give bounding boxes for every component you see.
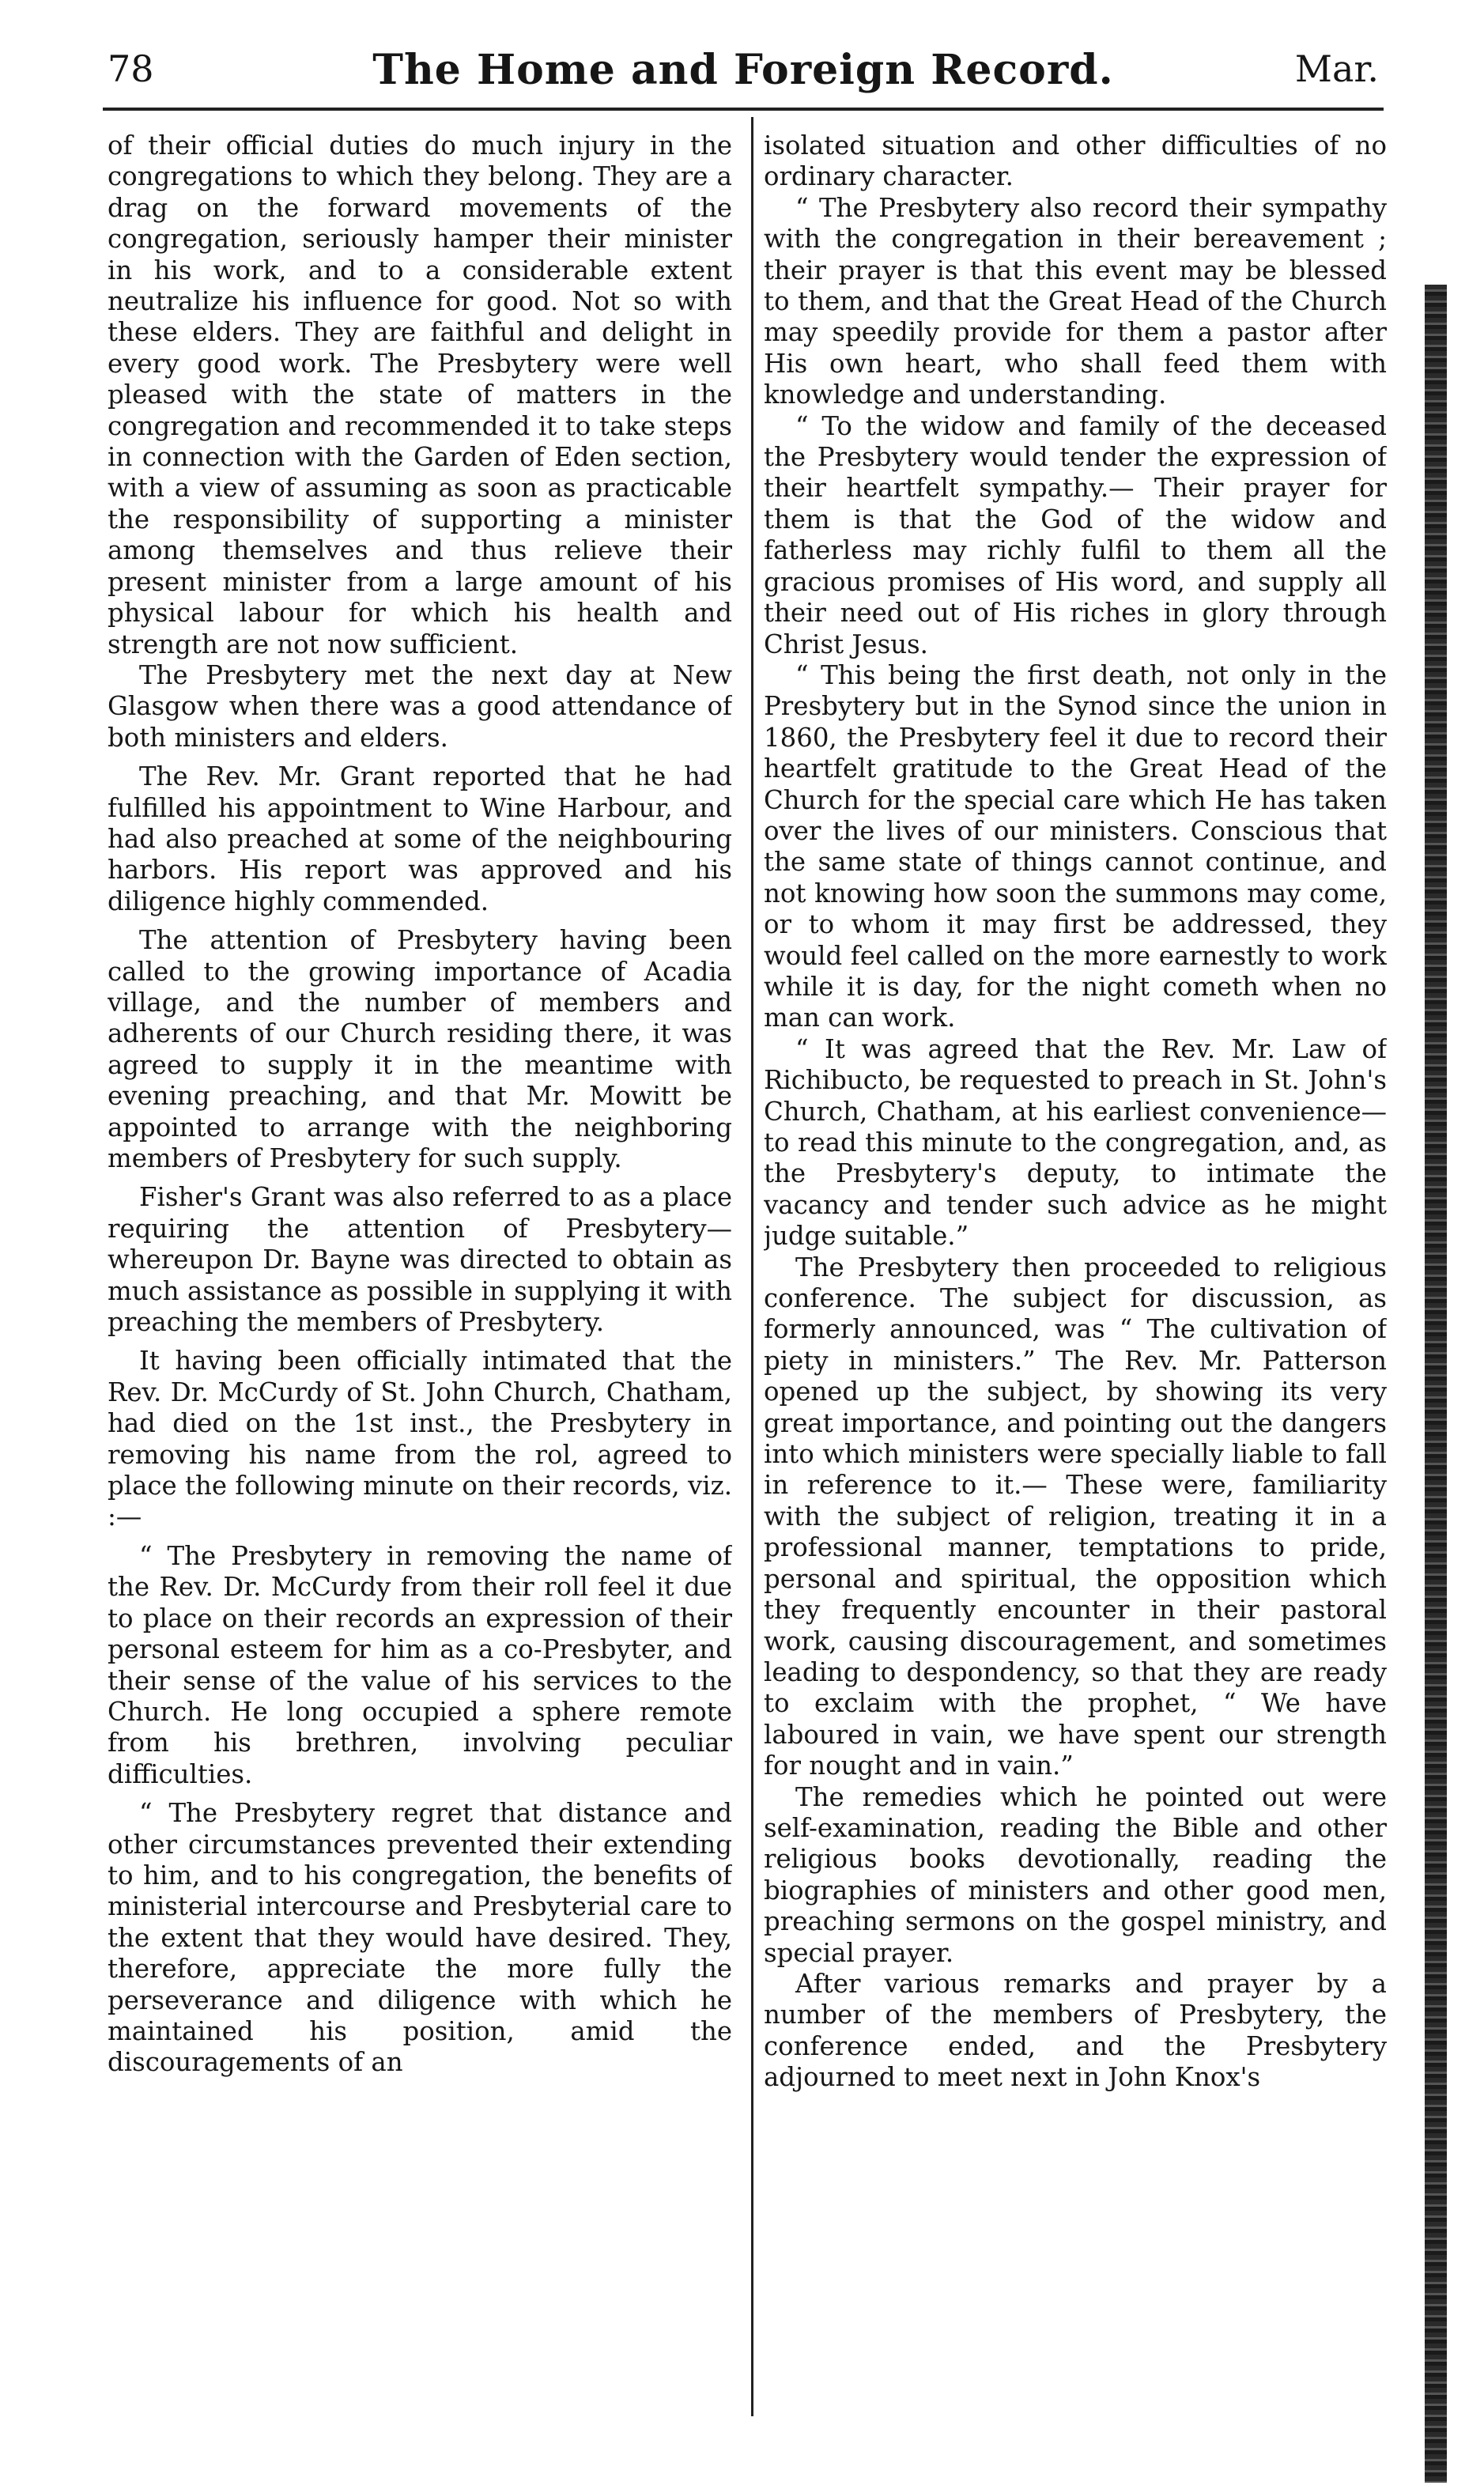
running-header	[103, 46, 1384, 101]
minute-quote: “ It was agreed that the Rev. Mr. Law of Richibucto, be requested to preach in St. John's Church, Chatham, at his earliest convenience—to read this minute to the congregation, and, as the Presbytery's deputy, to intimate the vacancy and tender such advice as he might judge suitable.”	[764, 1033, 1387, 1252]
header-rule	[103, 108, 1384, 111]
minute-quote: “ To the widow and family of the deceased the Presbytery would tender the expression of their heartfelt sympathy.— Their prayer for them is that the God of the widow and fatherless may richly fulfil to them all the gracious promises of His word, and supply all their need out of His riches in glory through Christ Jesus.	[764, 410, 1387, 659]
paragraph: The remedies which he pointed out were self-examination, reading the Bible and other religious books devotionally, reading the biographies of ministers and other good men, preaching sermons on the gospel ministry, and special prayer.	[764, 1781, 1387, 1968]
paragraph: The Rev. Mr. Grant reported that he had fulfilled his appointment to Wine Harbour, and had also preached at some of the neighbouring harbors. His report was approved and his diligence highly commended.	[108, 761, 732, 916]
minute-quote: “ The Presbytery also record their sympathy with the congregation in their bereavement ; their prayer is that this event may be blessed to them, and that the Great Head of the Church may speedily provide for them a pastor after His own heart, who shall feed them with knowledge and understanding.	[764, 192, 1387, 410]
journal-title: The Home and Foreign Record.	[372, 46, 1114, 94]
minute-quote: “ The Presbytery regret that distance and other circumstances prevented their extending to him, and to his congregation, the benefits of ministerial intercourse and Presbyterial care to the extent that they would have desired. They, therefore, appreciate the more fully the perseverance and diligence with which he maintained his position, amid the discouragements of an	[108, 1798, 732, 2078]
page-number: 78	[108, 47, 154, 90]
minute-quote: “ This being the first death, not only in the Presbytery but in the Synod since the union in 1860, the Presbytery feel it due to record their heartfelt gratitude to the Great Head of the Church for the special care which He has taken over the lives of our ministers. Conscious that the same state of things cannot continue, and not knowing how soon the summons may come, or to whom it may first be addressed, they would feel called on the more earnestly to work while it is day, for the night cometh when no man can work.	[764, 659, 1387, 1033]
minute-quote: “ The Presbytery in removing the name of the Rev. Dr. McCurdy from their roll feel it due to place on their records an expression of their personal esteem for him as a co-Presbyter, and their sense of the value of his services to the Church. He long occupied a sphere remote from his brethren, involving peculiar difficulties.	[108, 1540, 732, 1789]
paragraph: The Presbytery met the next day at New Glasgow when there was a good attendance of both ministers and elders.	[108, 659, 732, 753]
page-edge-shadow	[1425, 285, 1447, 2483]
left-column	[108, 130, 732, 2439]
paragraph: of their official duties do much injury in the congregations to which they belong. They are a drag on the forward movements of the congregation, seriously hamper their minister in his work, and to a considerable extent neutralize his influence for good. Not so with these elders. They are faithful and delight in every good work. The Presbytery were well pleased with the state of matters in the congregation and recommended it to take steps in connection with the Garden of Eden section, with a view of assuming as soon as practicable the responsibility of supporting a minister among themselves and thus relieve their present minister from a large amount of his physical labour for which his health and strength are not now sufficient.	[108, 130, 732, 659]
paragraph: After various remarks and prayer by a number of the members of Presbytery, the conference ended, and the Presbytery adjourned to meet next in John Knox's	[764, 1968, 1387, 2093]
paragraph: The attention of Presbytery having been called to the growing importance of Acadia village, and the number of members and adherents of our Church residing there, it was agreed to supply it in the meantime with evening preaching, and that Mr. Mowitt be appointed to arrange with the neighboring members of Presbytery for such supply.	[108, 925, 732, 1173]
column-divider	[751, 117, 753, 2416]
right-column	[764, 130, 1387, 2439]
paragraph: Fisher's Grant was also referred to as a place requiring the attention of Presbytery—whereupon Dr. Bayne was directed to obtain as much assistance as possible in supplying it with preaching the members of Presbytery.	[108, 1182, 732, 1338]
paragraph: It having been officially intimated that the Rev. Dr. McCurdy of St. John Church, Chatham, had died on the 1st inst., the Presbytery in removing his name from the rol, agreed to place the following minute on their records, viz. :—	[108, 1346, 732, 1532]
issue-month: Mar.	[1294, 47, 1379, 90]
paragraph: isolated situation and other difficulties of no ordinary character.	[764, 130, 1387, 192]
paragraph: The Presbytery then proceeded to religious conference. The subject for discussion, as formerly announced, was “ The cultivation of piety in ministers.” The Rev. Mr. Patterson opened up the subject, by showing its very great importance, and pointing out the dangers into which ministers were specially liable to fall in reference to it.— These were, familiarity with the subject of religion, treating it in a professional manner, temptations to pride, personal and spiritual, the opposition which they frequently encounter in their pastoral work, causing discouragement, and sometimes leading to despondency, so that they are ready to exclaim with the prophet, “ We have laboured in vain, we have spent our strength for nought and in vain.”	[764, 1252, 1387, 1781]
